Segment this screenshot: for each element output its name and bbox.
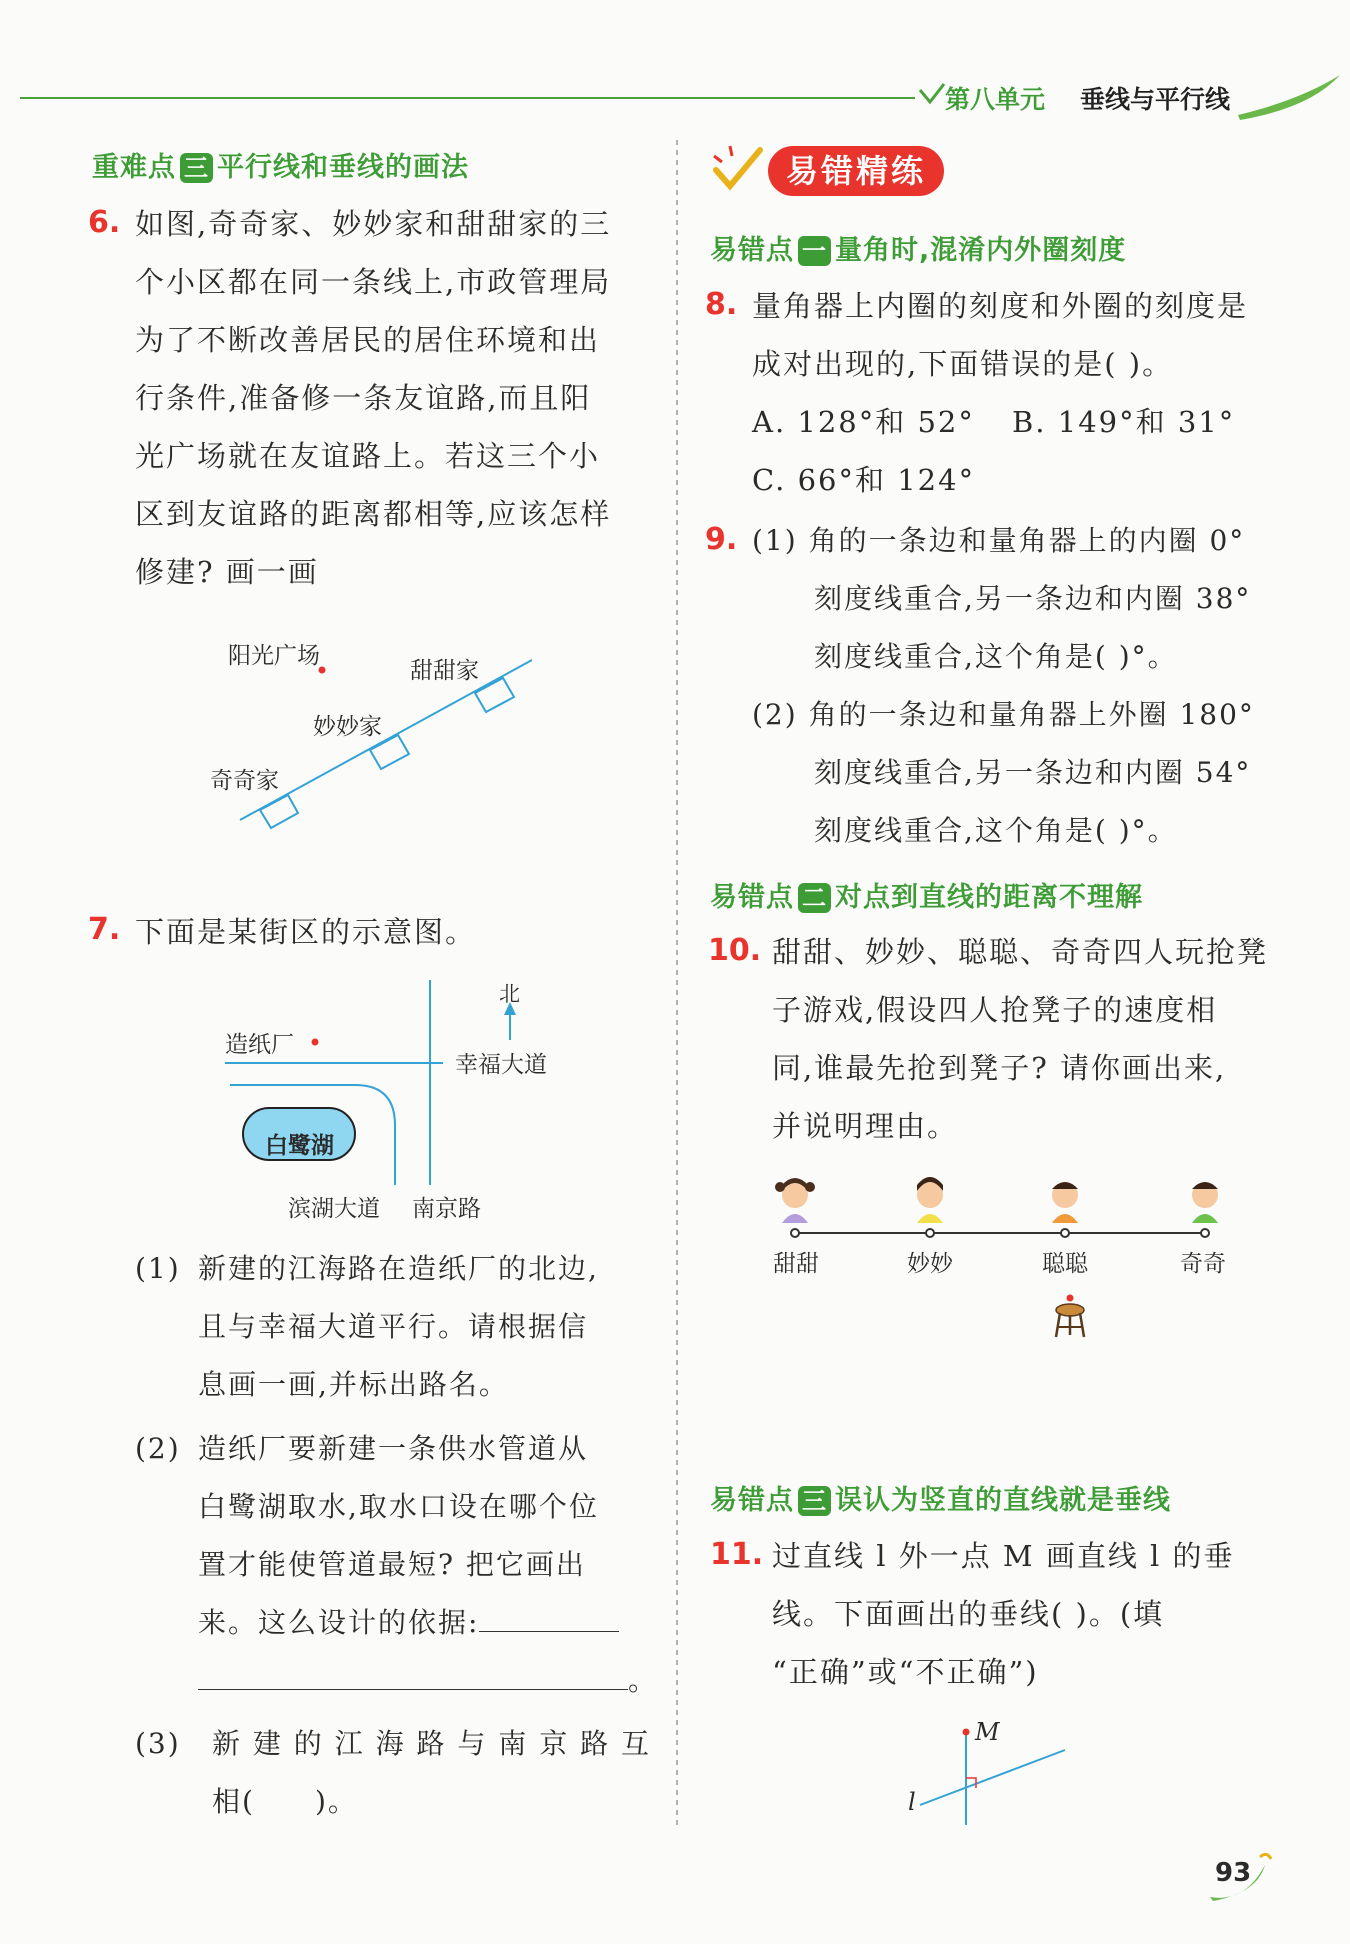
header-title: 垂线与平行线 xyxy=(1080,85,1231,114)
label-road-nanjing: 南京路 xyxy=(412,1196,481,1222)
label-qiqi-home: 奇奇家 xyxy=(210,768,279,794)
question-10-number: 10. xyxy=(708,933,762,968)
answer-blank[interactable] xyxy=(479,1601,619,1632)
label-lake: 白鹭湖 xyxy=(265,1132,334,1159)
question-11-number: 11. xyxy=(710,1537,764,1572)
q7-part3-text: 新 建 的 江 海 路 与 南 京 路 互 相( )。 xyxy=(212,1727,652,1818)
section-number-badge: 三 xyxy=(798,1486,831,1516)
section-number-badge: 三 xyxy=(180,153,213,183)
page-number-swoosh xyxy=(1205,1845,1275,1905)
q7-part3-tag: (3) xyxy=(135,1727,181,1760)
label-road-xingfu: 幸福大道 xyxy=(455,1052,547,1078)
section-number-badge: 二 xyxy=(798,883,831,913)
kid-qiqi-icon xyxy=(1192,1182,1218,1223)
question-11-text: 过直线 l 外一点 M 画直线 l 的垂 线。下面画出的垂线( )。(填 “正确”或“不正确”) xyxy=(772,1539,1235,1689)
label-plaza: 阳光广场 xyxy=(228,643,320,669)
section-number-badge: 一 xyxy=(798,236,831,266)
stool-icon xyxy=(1056,1295,1084,1338)
q7-part1-tag: (1) xyxy=(135,1252,181,1285)
section-error-point-1: 易错点 一 量角时,混淆内外圈刻度 xyxy=(710,235,1127,266)
question-6-text: 如图,奇奇家、妙妙家和甜甜家的三 个小区都在同一条线上,市政管理局 为了不断改善居民的居住环境和出 行条件,准备修一条友谊路,而且阳 光广场就在友谊路上。若这三个小 区到友谊路的距离都相等,应该怎样 修建? 画一画 xyxy=(135,207,612,589)
section-key-point-3: 重难点 三 平行线和垂线的画法 xyxy=(92,152,469,183)
qiqi-home-square xyxy=(260,795,298,828)
banner-check-icon xyxy=(708,142,768,198)
column-divider xyxy=(675,140,679,1830)
kid-miaomiao-icon xyxy=(917,1177,943,1223)
label-miaomiao-home: 妙妙家 xyxy=(313,714,382,740)
question-8-text: 量角器上内圈的刻度和外圈的刻度是 成对出现的,下面错误的是( )。 A. 128°和 52° C. 66°和 124° xyxy=(752,277,1248,509)
header-unit: 第八单元 xyxy=(945,85,1046,114)
question-10-text: 甜甜、妙妙、聪聪、奇奇四人玩抢凳 子游戏,假设四人抢凳子的速度相 同,谁最先抢到凳子? 请你画出来, 并说明理由。 xyxy=(772,935,1269,1143)
banner-title: 易错精练 xyxy=(768,146,944,196)
question-9-text: (1) 角的一条边和量角器上的内圈 0° 刻度线重合,另一条边和内圈 38° 刻度线重合,这个角是( )°。 (2) 角的一条边和量角器上外圈 180° 刻度线重合,另一条边和内圈 54° 刻度线重合,这个角是( )°。 xyxy=(752,524,1255,847)
label-kid-tiantian: 甜甜 xyxy=(773,1251,819,1277)
label-north: 北 xyxy=(499,982,520,1006)
question-6-number: 6. xyxy=(88,205,121,240)
q7-part2-text: 造纸厂要新建一条供水管道从 白鹭湖取水,取水口设在哪个位 置才能使管道最短? 把它画出 来。这么设计的依据: 。 xyxy=(198,1432,659,1697)
label-road-binhu: 滨湖大道 xyxy=(288,1196,380,1222)
q7-part2-tag: (2) xyxy=(135,1432,181,1465)
label-line-l: l xyxy=(908,1788,916,1816)
question-8-number: 8. xyxy=(705,287,738,322)
section-error-point-3: 易错点 三 误认为竖直的直线就是垂线 xyxy=(710,1485,1171,1516)
q7-part1-text: 新建的江海路在造纸厂的北边, 且与幸福大道平行。请根据信 息画一画,并标出路名。 xyxy=(198,1252,599,1401)
option-b[interactable]: B. 149°和 31° xyxy=(1012,405,1236,439)
option-a[interactable]: A. 128°和 52° xyxy=(752,405,975,439)
kid-congcong-icon xyxy=(1052,1182,1078,1223)
factory-point xyxy=(312,1039,319,1046)
point-m xyxy=(963,1729,970,1736)
label-tiantian-home: 甜甜家 xyxy=(410,658,479,684)
option-c[interactable]: C. 66°和 124° xyxy=(752,463,976,497)
question-9-number: 9. xyxy=(705,522,738,557)
label-kid-congcong: 聪聪 xyxy=(1042,1251,1088,1277)
label-point-m: M xyxy=(975,1718,1000,1746)
question-7-number: 7. xyxy=(88,912,121,947)
label-kid-miaomiao: 妙妙 xyxy=(907,1251,953,1277)
label-factory: 造纸厂 xyxy=(225,1032,294,1058)
tiantian-home-square xyxy=(475,678,514,712)
question-7-intro: 下面是某街区的示意图。 xyxy=(135,915,477,949)
label-kid-qiqi: 奇奇 xyxy=(1180,1251,1226,1277)
page-number: 93 xyxy=(1215,1858,1252,1888)
answer-blank-2[interactable] xyxy=(198,1659,628,1690)
kid-tiantian-icon xyxy=(775,1178,815,1223)
section-error-point-2: 易错点 二 对点到直线的距离不理解 xyxy=(710,882,1143,913)
